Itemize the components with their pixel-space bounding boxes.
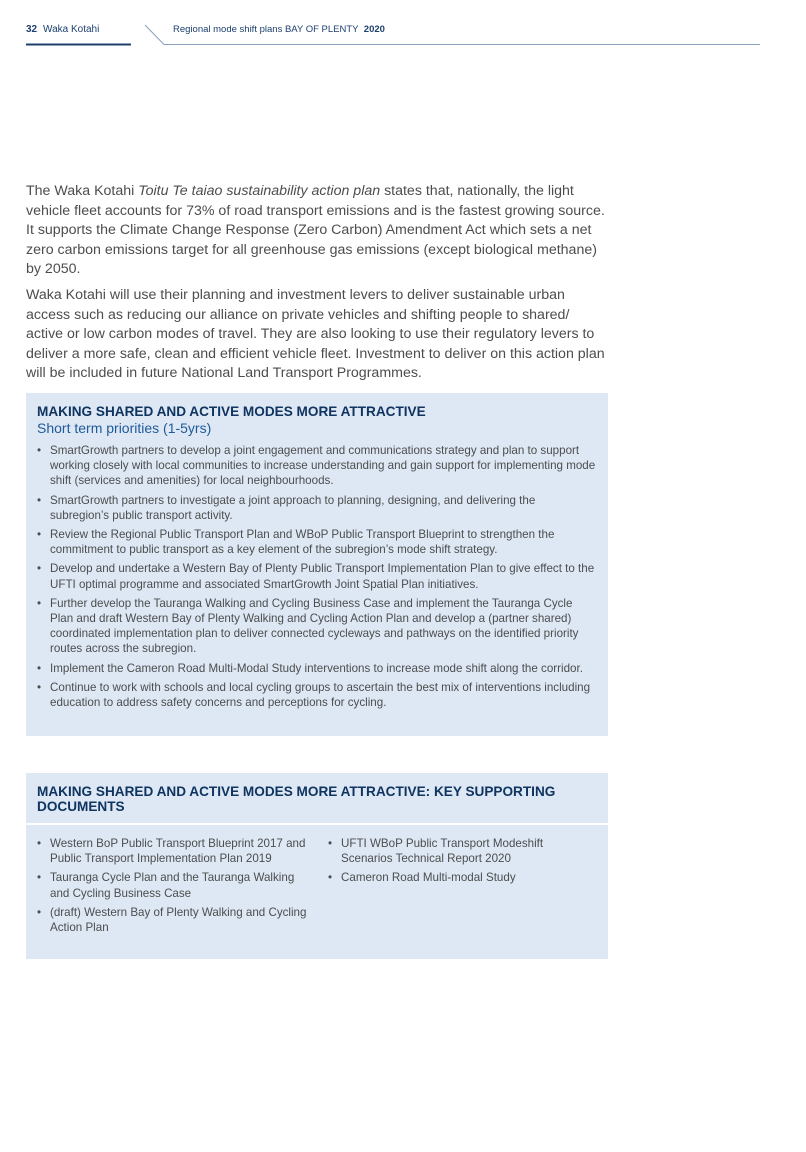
list-item: • Tauranga Cycle Plan and the Tauranga Walking and Cycling Business Case	[37, 870, 312, 900]
intro-p1-end: states that, nationally, the light vehicle fleet accounts for 73% of road transport emissions and is the fastest growing source. It supports the Climate Change Response (Zero Carbon) Amendment Act which sets a net zero carbon emissions target for all greenhouse gas emissions (except biological methane) by 2050.	[26, 183, 605, 278]
list-item: • Western BoP Public Transport Blueprint 2017 and Public Transport Implementation Plan 2019	[37, 836, 312, 866]
supporting-documents-panel	[26, 773, 608, 959]
page-header	[0, 0, 806, 50]
list-item: • SmartGrowth partners to develop a joint engagement and communications strategy and plan to support working closely with local communities to increase understanding and gain support for implementing mode shift (services and amenities) for local neighbourhoods.	[37, 443, 597, 489]
organisation-name: Waka Kotahi	[43, 24, 100, 35]
intro-paragraph-2: Waka Kotahi will use their planning and investment levers to deliver sustainable urban access such as reducing our alliance on private vehicles and shifting people to shared/ active or low carbon modes of travel. They are also looking to use their regulatory levers to deliver a more safe, clean and efficient vehicle fleet. Investment to deliver on this action plan will be included in future National Land Transport Programmes.	[26, 286, 605, 382]
action-plan-title: Toitu Te taiao sustainability action plan	[138, 183, 381, 199]
panel-title: MAKING SHARED AND ACTIVE MODES MORE ATTRACTIVE	[37, 404, 426, 419]
list-item: • Implement the Cameron Road Multi-Modal Study interventions to increase mode shift along the corridor.	[37, 661, 597, 676]
documents-list-right	[328, 836, 588, 890]
page-number: 32	[26, 24, 38, 35]
document-title	[173, 24, 385, 35]
short-term-priorities-panel	[26, 393, 608, 736]
document-year: 2020	[363, 24, 385, 35]
list-item: • Further develop the Tauranga Walking and Cycling Business Case and implement the Tauranga Cycle Plan and draft Western Bay of Plenty Walking and Cycling Action Plan and develop a (partner shared) coordinated implementation plan to deliver connected cycleways and pathways on the identified priority routes across the subregion.	[37, 596, 597, 657]
priority-list	[37, 443, 597, 714]
panel-subtitle: Short term priorities (1-5yrs)	[37, 420, 212, 436]
list-item: • (draft) Western Bay of Plenty Walking and Cycling Action Plan	[37, 905, 312, 935]
panel-title: MAKING SHARED AND ACTIVE MODES MORE ATTRACTIVE: KEY SUPPORTING DOCUMENTS	[37, 784, 556, 814]
list-item: • UFTI WBoP Public Transport Modeshift Scenarios Technical Report 2020	[328, 836, 588, 866]
list-item: • Continue to work with schools and local cycling groups to ascertain the best mix of interventions including education to address safety concerns and perceptions for cycling.	[37, 680, 597, 710]
list-item: • SmartGrowth partners to investigate a joint approach to planning, designing, and delivering the subregion’s public transport activity.	[37, 493, 597, 523]
panel-header	[26, 773, 608, 825]
intro-text	[26, 182, 608, 390]
intro-paragraph-1	[26, 182, 608, 280]
document-title-text: Regional mode shift plans BAY OF PLENTY	[173, 24, 359, 35]
list-item: • Develop and undertake a Western Bay of Plenty Public Transport Implementation Plan to give effect to the UFTI optimal programme and associated SmartGrowth Joint Spatial Plan initiatives.	[37, 561, 597, 591]
list-item: • Cameron Road Multi-modal Study	[328, 870, 588, 885]
documents-list-left	[37, 836, 312, 939]
header-rule	[0, 0, 806, 50]
list-item: • Review the Regional Public Transport Plan and WBoP Public Transport Blueprint to strengthen the commitment to public transport as a key element of the subregion’s mode shift strategy.	[37, 527, 597, 557]
intro-p1-start: The Waka Kotahi	[26, 183, 139, 199]
